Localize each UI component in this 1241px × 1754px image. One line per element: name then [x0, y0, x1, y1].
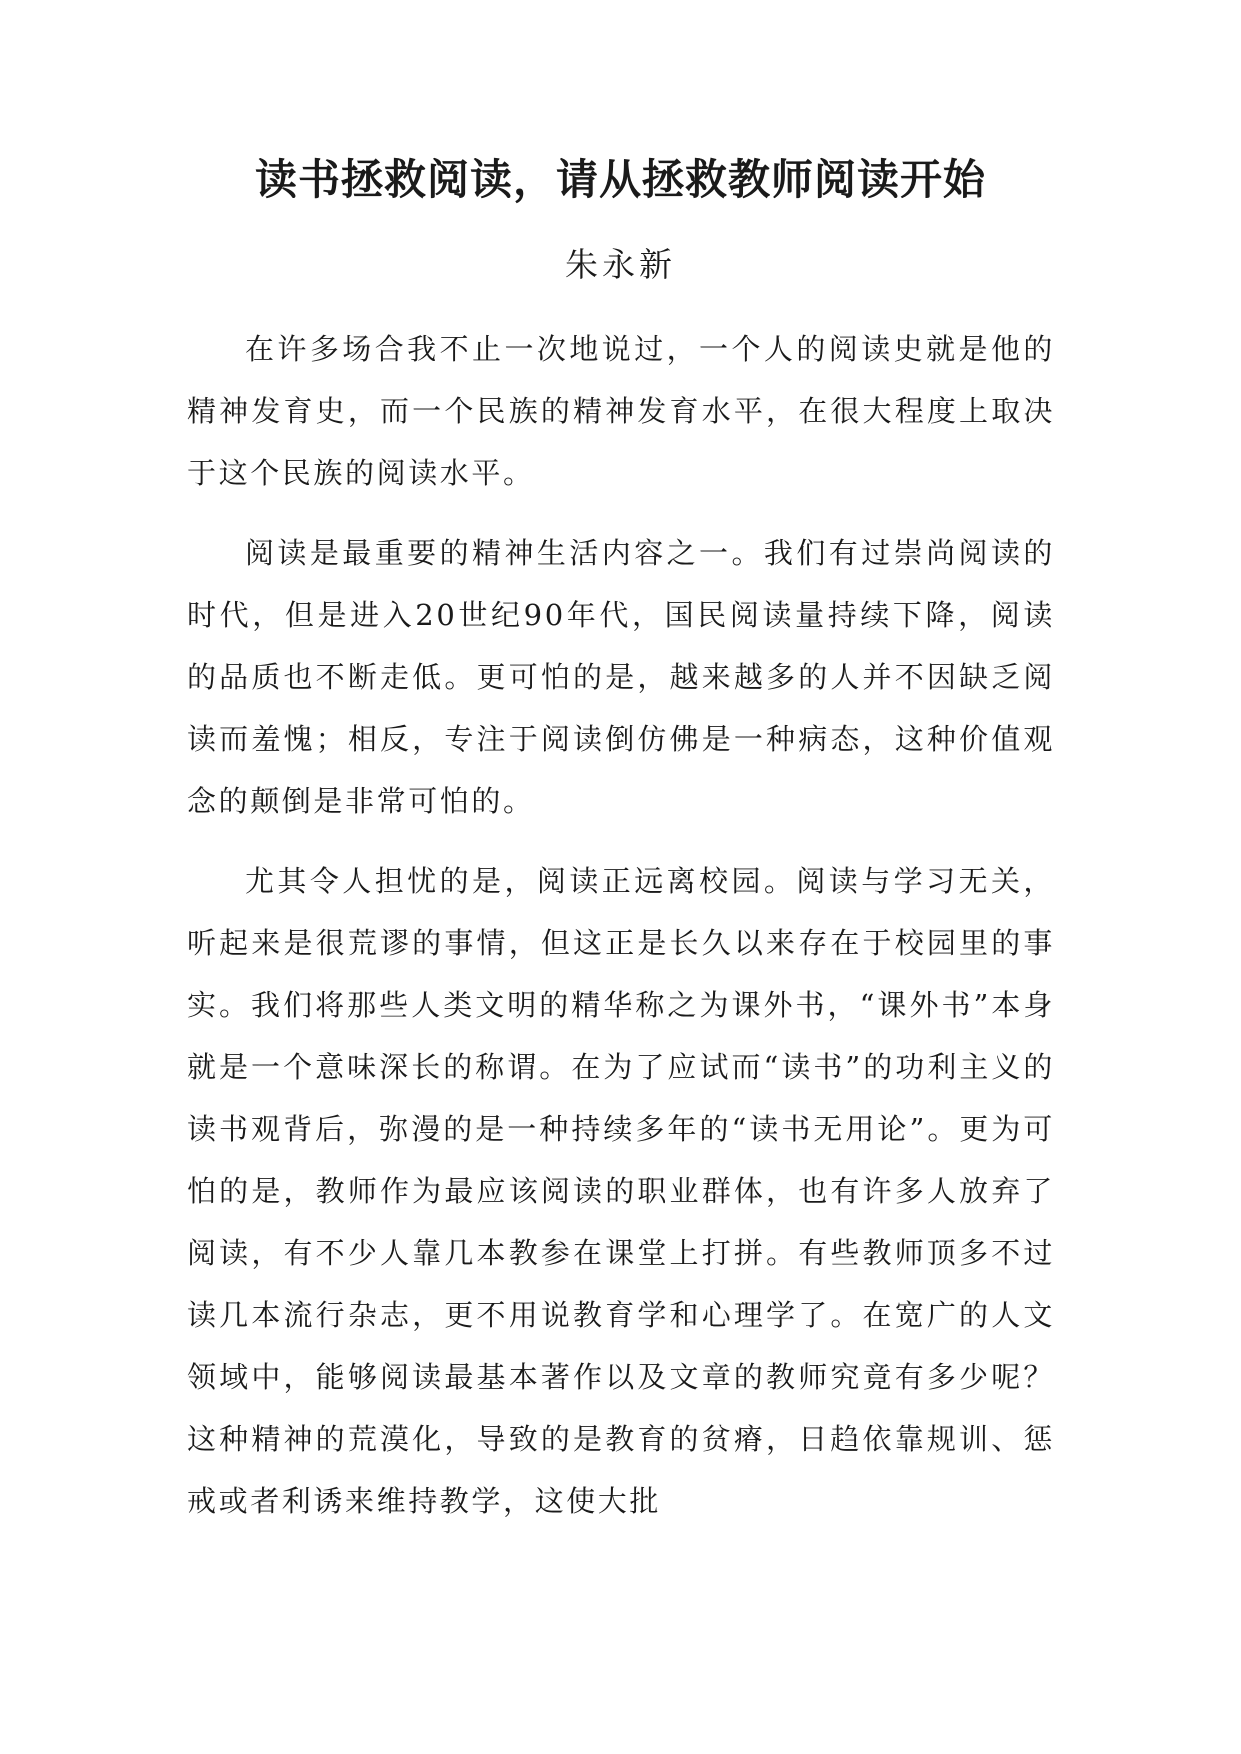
author-name: 朱永新	[565, 245, 676, 284]
paragraph-2: 阅读是最重要的精神生活内容之一。我们有过崇尚阅读的时代，但是进入20世纪90年代，国民阅读量持续下降，阅读的品质也不断走低。更可怕的是，越来越多的人并不因缺乏阅读而羞愧；相反，专注于阅读倒仿佛是一种病态，这种价值观念的颠倒是非常可怕的。	[187, 536, 1055, 818]
document-title: 读书拯救阅读，请从拯救教师阅读开始	[254, 155, 986, 204]
article-body	[187, 318, 1055, 1550]
paragraph-1: 在许多场合我不止一次地说过，一个人的阅读史就是他的精神发育史，而一个民族的精神发育水平，在很大程度上取决于这个民族的阅读水平。	[187, 332, 1055, 490]
paragraph-3: 尤其令人担忧的是，阅读正远离校园。阅读与学习无关，听起来是很荒谬的事情，但这正是长久以来存在于校园里的事实。我们将那些人类文明的精华称之为课外书，“课外书”本身就是一个意味深长的称谓。在为了应试而“读书”的功利主义的读书观背后，弥漫的是一种持续多年的“读书无用论”。更为可怕的是，教师作为最应该阅读的职业群体，也有许多人放弃了阅读，有不少人靠几本教参在课堂上打拼。有些教师顶多不过读几本流行杂志，更不用说教育学和心理学了。在宽广的人文领域中，能够阅读最基本著作以及文章的教师究竟有多少呢？这种精神的荒漠化，导致的是教育的贫瘠，日趋依靠规训、惩戒或者利诱来维持教学，这使大批	[187, 864, 1055, 1518]
